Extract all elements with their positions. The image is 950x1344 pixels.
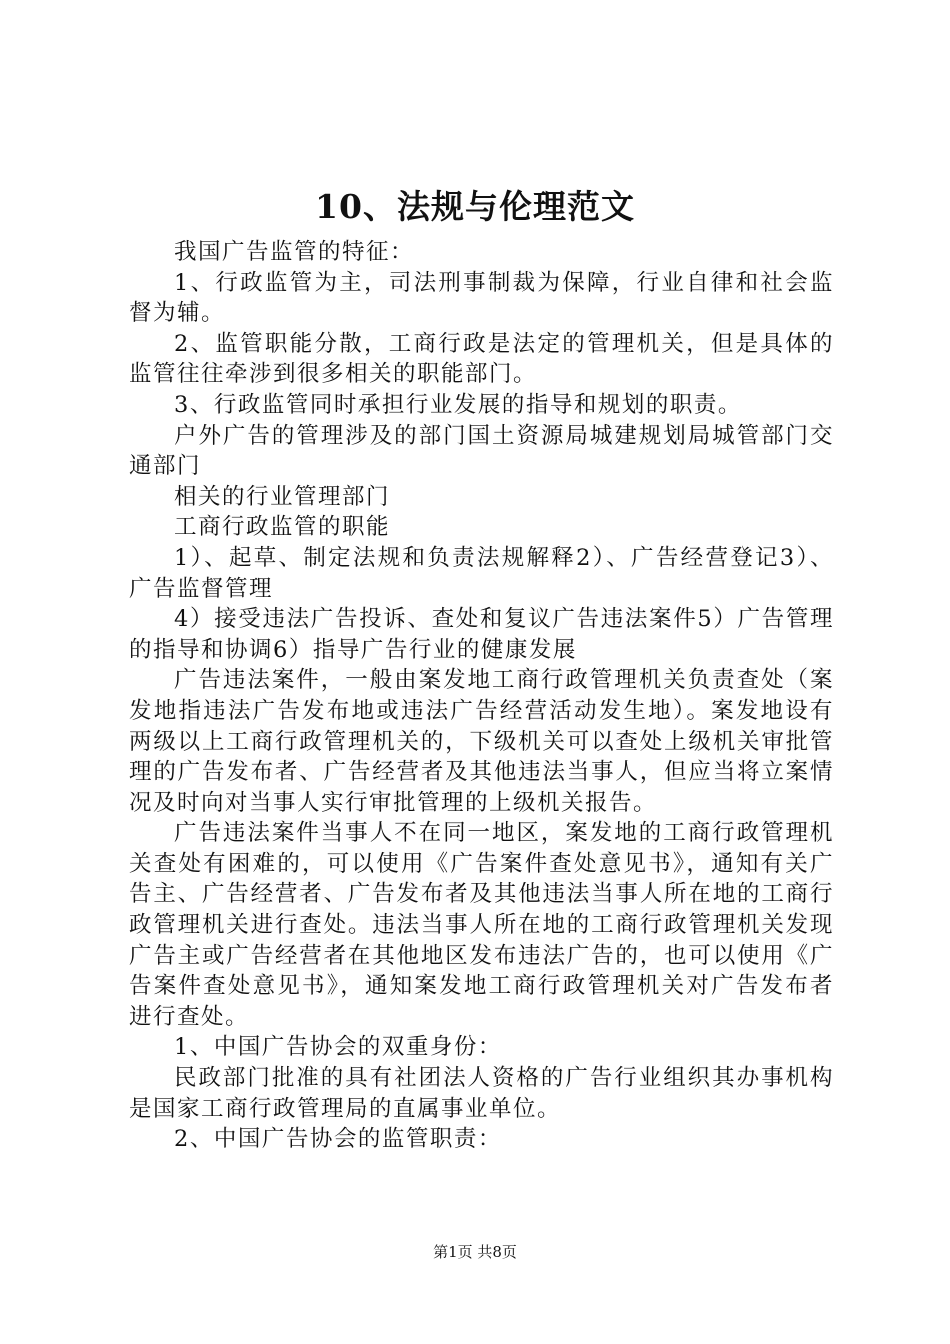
page-number-footer: 第1页 共8页 [433,1243,517,1261]
paragraph: 户外广告的管理涉及的部门国土资源局城建规划局城管部门交通部门 [129,422,834,480]
paragraph: 广告违法案件当事人不在同一地区，案发地的工商行政管理机关查处有困难的，可以使用《广告案件查处意见书》，通知有关广告主、广告经营者、广告发布者及其他违法当事人所在地的工商行政管理机关进行查处。违法当事人所在地的工商行政管理机关发现广告主或广告经营者在其他地区发布违法广告的，也可以使用《广告案件查处意见书》，通知案发地工商行政管理机关对广告发布者进行查处。 [129,820,834,1030]
paragraph: 民政部门批准的具有社团法人资格的广告行业组织其办事机构是国家工商行政管理局的直属事业单位。 [129,1065,834,1122]
paragraph: 1）、起草、制定法规和负责法规解释2）、广告经营登记3）、广告监督管理 [129,544,834,602]
paragraph: 2、监管职能分散，工商行政是法定的管理机关，但是具体的监管往往牵涉到很多相关的职能部门。 [129,330,834,388]
paragraph: 我国广告监管的特征： [174,239,415,265]
paragraph: 3、行政监管同时承担行业发展的指导和规划的职责。 [174,391,742,418]
document-body [129,237,834,1155]
paragraph: 工商行政监管的职能 [174,514,391,541]
paragraph: 相关的行业管理部门 [174,483,391,510]
paragraph: 2、中国广告协会的监管职责： [174,1126,502,1153]
paragraph: 1、行政监管为主，司法刑事制裁为保障，行业自律和社会监督为辅。 [129,269,834,327]
paragraph: 1、中国广告协会的双重身份： [174,1034,502,1061]
document-title: 10、法规与伦理范文 [315,187,635,226]
paragraph: 广告违法案件，一般由案发地工商行政管理机关负责查处（案发地指违法广告发布地或违法广告经营活动发生地）。案发地设有两级以上工商行政管理机关的，下级机关可以查处上级机关审批管理的广告发布者、广告经营者及其他违法当事人，但应当将立案情况及时向对当事人实行审批管理的上级机关报告。 [129,667,834,816]
paragraph: 4）接受违法广告投诉、查处和复议广告违法案件5）广告管理的指导和协调6）指导广告行业的健康发展 [129,606,834,663]
